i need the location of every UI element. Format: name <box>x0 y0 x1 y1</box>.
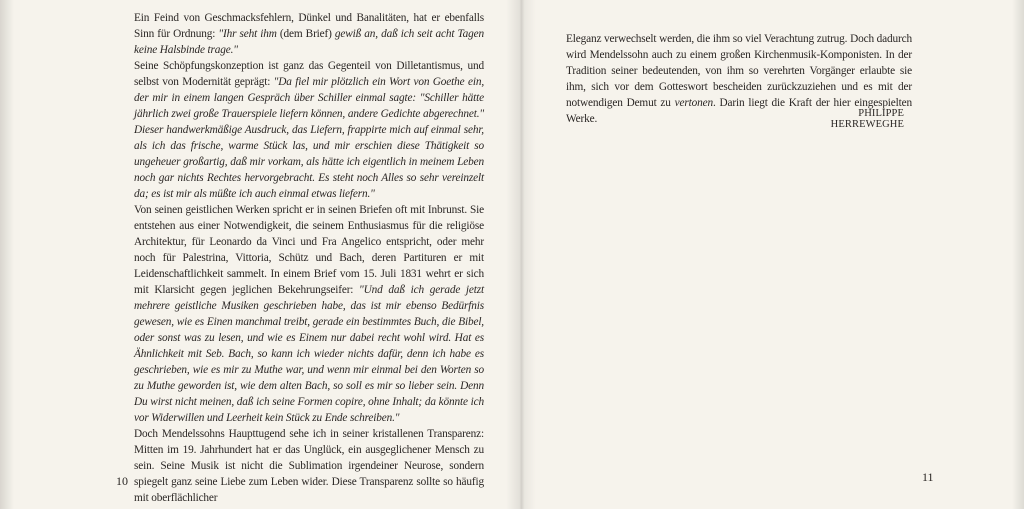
paragraph <box>134 58 484 202</box>
paragraph <box>134 10 484 58</box>
page-edge-shadow-right <box>1012 0 1024 509</box>
paragraph <box>134 202 484 426</box>
page-edge-shadow-left <box>0 0 14 509</box>
book-gutter <box>506 0 536 509</box>
text-run: Doch Mendelssohns Haupttugend sehe ich in seiner kristallenen Transparenz: Mitten im 19. Jahrhundert hat er das Unglück, ein ausgeglichener Mensch zu sein. Seine Musik ist nicht die Sublimation irgendeiner Neurose, sondern spiegelt ganz seine Liebe zum Leben wider. Diese Transparenz sollte so häufig mit oberflächlicher <box>134 428 484 504</box>
left-page-text <box>134 10 484 506</box>
text-run: . Darin liegt die Kraft der hier eingespielten Werke. <box>566 97 913 125</box>
right-page <box>522 0 1024 509</box>
paragraph <box>134 426 484 506</box>
text-run: Von seinen geistlichen Werken spricht er in seinen Briefen oft mit Inbrunst. Sie entstehen aus einer Notwendigkeit, die seinem Enthusiasmus für die religiöse Architektur, für Leonardo da Vinci und Fra Angelico entspricht, oder mehr noch für Palestrina, Vittoria, Schütz und Bach, deren Partituren er mit Leidenschaftlichkeit sammelt. In einem Brief vom 15. Juli 1831 wehrt er sich mit Klarsicht gegen jeglichen Bekehrungseifer: <box>134 204 484 296</box>
page-number-left: 10 <box>116 474 128 488</box>
italic-quote-run: "Ihr seht ihm <box>218 28 277 40</box>
author-signature: PHILIPPE HERREWEGHE <box>830 108 904 130</box>
text-run: Ein Feind von Geschmacksfehlern, Dünkel und Banalitäten, hat er ebenfalls Sinn für Ordnung: <box>134 12 484 40</box>
text-run: Eleganz verwechselt werden, die ihm so viel Verachtung zutrug. Doch dadurch wird Mendelssohn auch zu einem großen Kirchenmusik-Komponisten. In der Tradition seiner bedeutenden, von ihm so verehrten Vorgänger erlaubte sie ihm, sich vor dem Gotteswort bescheiden zurückzuziehen und es mit der notwendigen Demut zu <box>566 33 912 109</box>
italic-quote-run: gewiß an, daß ich seit acht Tagen keine Halsbinde trage." <box>134 28 484 56</box>
bleed-through-shadow <box>20 42 120 56</box>
page-number-right: 11 <box>922 470 934 484</box>
text-run: (dem Brief) <box>276 28 335 40</box>
italic-quote-run: vertonen <box>674 97 713 109</box>
text-run: Seine Schöpfungskonzeption ist ganz das Gegenteil von Dilletantismus, und selbst von Modernität geprägt: <box>134 60 484 88</box>
italic-quote-run: "Da fiel mir plötzlich ein Wort von Goethe ein, der mir in einem langen Gespräch über Schiller einmal sagte: "Schiller hätte jährlich zwei große Trauerspiele liefern können, andere Gedichte abgerechnet." Dieser handwerkmäßige Ausdruck, das Liefern, frappirte mich auf einmal sehr, als ich das frische, warme Stück las, und mir erschien diese Thätigkeit so ungeheuer großartig, daß mir vorkam, als hätte ich eigentlich in meinem Leben noch gar nichts Rechtes hervorgebracht. Es steht noch Alles so sehr vereinzelt da; es ist mir als müßte ich auch einmal etwas liefern." <box>134 76 484 200</box>
italic-quote-run: "Und daß ich gerade jetzt mehrere geistliche Musiken geschrieben habe, das ist mir ebenso Bedürfnis gewesen, wie es Einen manchmal treibt, gerade ein bestimmtes Buch, die Bibel, oder sonst was zu lesen, und wie es Einem nur dabei recht wohl wird. Hat es Ähnlichkeit mit Seb. Bach, so kann ich wieder nichts dafür, denn ich habe es geschrieben, wie es mir zu Muthe war, und wenn mir einmal bei den Worten so zu Muthe geworden ist, wie dem alten Bach, so soll es mir so lieber sein. Denn Du wirst nicht meinen, daß ich seine Formen copire, ohne Inhalt; da könnte ich vor Widerwillen und Leerheit kein Stück zu Ende schreiben." <box>134 284 484 424</box>
